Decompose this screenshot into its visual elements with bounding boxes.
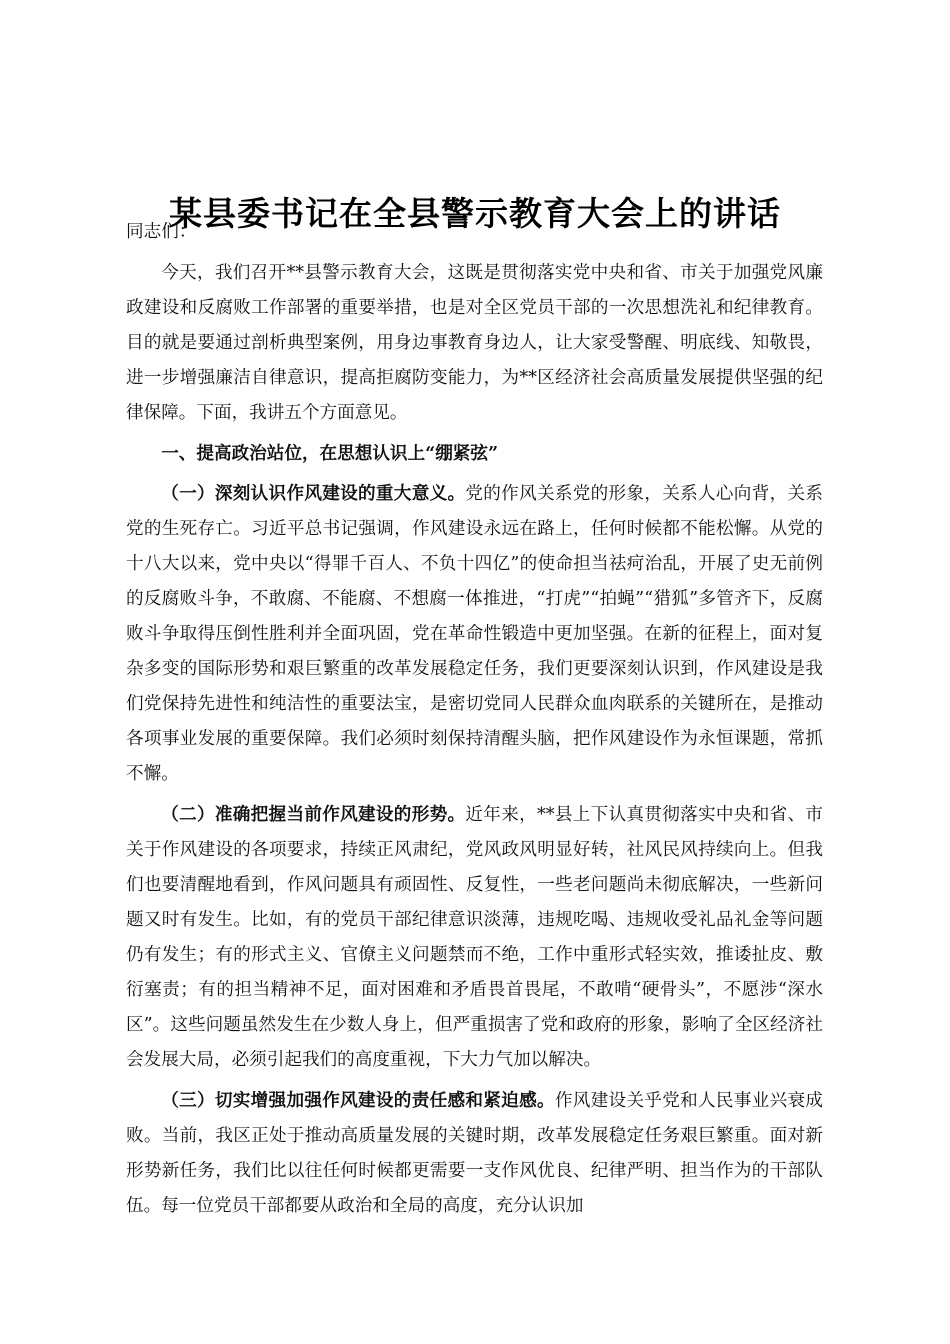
document-body: [126, 215, 823, 1229]
document-title: 某县委书记在全县警示教育大会上的讲话: [169, 194, 781, 234]
intro-paragraph: 今天，我们召开**县警示教育大会，这既是贯彻落实党中央和省、市关于加强党风廉政建设和反腐败工作部署的重要举措，也是对全区党员干部的一次思想洗礼和纪律教育。目的就是要通过剖析典型案例，用身边事教育身边人，让大家受警醒、明底线、知敬畏，进一步增强廉洁自律意识，提高拒腐防变能力，为**区经济社会高质量发展提供坚强的纪律保障。下面，我讲五个方面意见。: [126, 263, 823, 423]
point-lead: （三）切实增强加强作风建设的责任感和紧迫感。: [161, 1090, 555, 1111]
greeting: 同志们：: [126, 222, 197, 242]
section-heading: 一、提高政治站位，在思想认识上“绷紧弦”: [161, 443, 499, 464]
point-text: 近年来，**县上下认真贯彻落实中央和省、市关于作风建设的各项要求，持续正风肃纪，党风政风明显好转，社风民风持续向上。但我们也要清醒地看到，作风问题具有顽固性、反复性，一些老问题尚未彻底解决，一些新问题又时有发生。比如，有的党员干部纪律意识淡薄，违规吃喝、违规收受礼品礼金等问题仍有发生；有的形式主义、官僚主义问题禁而不绝，工作中重形式轻实效，推诿扯皮、敷衍塞责；有的担当精神不足，面对困难和矛盾畏首畏尾，不敢啃“硬骨头”，不愿涉“深水区”。这些问题虽然发生在少数人身上，但严重损害了党和政府的形象，影响了全区经济社会发展大局，必须引起我们的高度重视，下大力气加以解决。: [126, 805, 823, 1070]
point-paragraph: [126, 1083, 823, 1224]
point-text: 党的作风关系党的形象，关系人心向背，关系党的生死存亡。习近平总书记强调，作风建设永远在路上，任何时候都不能松懈。从党的十八大以来，党中央以“得罪千百人、不负十四亿”的使命担当祛疴治乱，开展了史无前例的反腐败斗争，不敢腐、不能腐、不想腐一体推进，“打虎”“拍蝇”“猎狐”多管齐下，反腐败斗争取得压倒性胜利并全面巩固，党在革命性锻造中更加坚强。在新的征程上，面对复杂多变的国际形势和艰巨繁重的改革发展稳定任务，我们更要深刻认识到，作风建设是我们党保持先进性和纯洁性的重要法宝，是密切党同人民群众血肉联系的关键所在，是推动各项事业发展的重要保障。我们必须时刻保持清醒头脑，把作风建设作为永恒课题，常抓不懈。: [126, 484, 823, 784]
point-lead: （一）深刻认识作风建设的重大意义。: [161, 483, 466, 504]
point-lead: （二）准确把握当前作风建设的形势。: [161, 804, 466, 825]
point-paragraph: [126, 476, 823, 792]
point-paragraph: [126, 797, 823, 1078]
point-text: 作风建设关乎党和人民事业兴衰成败。当前，我区正处于推动高质量发展的关键时期，改革发展稳定任务艰巨繁重。面对新形势新任务，我们比以往任何时候都更需要一支作风优良、纪律严明、担当作为的干部队伍。每一位党员干部都要从政治和全局的高度，充分认识加: [126, 1091, 823, 1216]
